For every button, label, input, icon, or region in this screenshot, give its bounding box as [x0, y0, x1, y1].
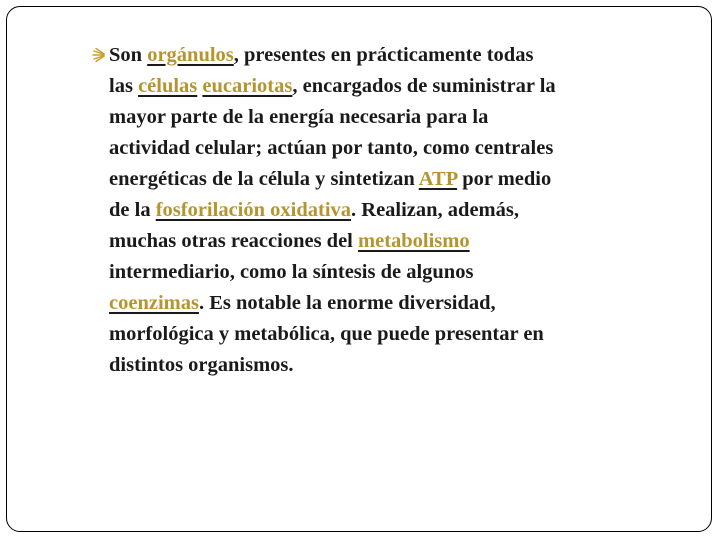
text-segment: mayor parte de la energía necesaria para la: [109, 106, 489, 128]
text-segment: muchas otras reacciones del: [109, 230, 359, 252]
text-line: [109, 71, 691, 102]
text-segment: de la: [109, 199, 156, 221]
hyperlink[interactable]: orgánulos: [147, 44, 234, 66]
bullet-paragraph: [91, 40, 691, 381]
text-line: [109, 257, 691, 288]
text-segment: por medio: [457, 168, 552, 190]
text-segment: las: [109, 75, 139, 97]
text-segment: , encargados de suministrar la: [292, 75, 556, 97]
text-line: [109, 226, 691, 257]
text-line: [109, 288, 691, 319]
hyperlink[interactable]: fosforilación oxidativa: [155, 199, 352, 221]
text-line: [109, 319, 691, 350]
text-segment: distintos organismos.: [109, 354, 294, 376]
text-segment: . Es notable la enorme diversidad,: [198, 292, 496, 314]
text-segment: Son: [109, 44, 148, 66]
hyperlink[interactable]: metabolismo: [358, 230, 470, 252]
text-segment: actividad celular; actúan por tanto, como centrales: [109, 137, 554, 159]
hyperlink[interactable]: coenzimas: [109, 292, 199, 314]
text-segment: . Realizan, además,: [351, 199, 519, 221]
text-line: [109, 195, 691, 226]
text-segment: intermediario, como la síntesis de algunos: [109, 261, 474, 283]
text-line: [109, 102, 691, 133]
hyperlink[interactable]: eucariotas: [202, 75, 293, 97]
text-line: [109, 133, 691, 164]
text-segment: energéticas de la célula y sintetizan: [109, 168, 419, 190]
text-segment: , presentes en prácticamente todas: [233, 44, 534, 66]
text-segment: morfológica y metabólica, que puede presentar en: [109, 323, 544, 345]
hyperlink[interactable]: células: [138, 75, 198, 97]
text-line: [109, 164, 691, 195]
body-paragraph: [91, 40, 691, 381]
hyperlink[interactable]: ATP: [418, 168, 458, 190]
text-line: [109, 40, 691, 71]
text-line: [109, 350, 691, 381]
slide-frame: [6, 6, 712, 532]
sun-ray-bullet-icon: [91, 47, 107, 63]
